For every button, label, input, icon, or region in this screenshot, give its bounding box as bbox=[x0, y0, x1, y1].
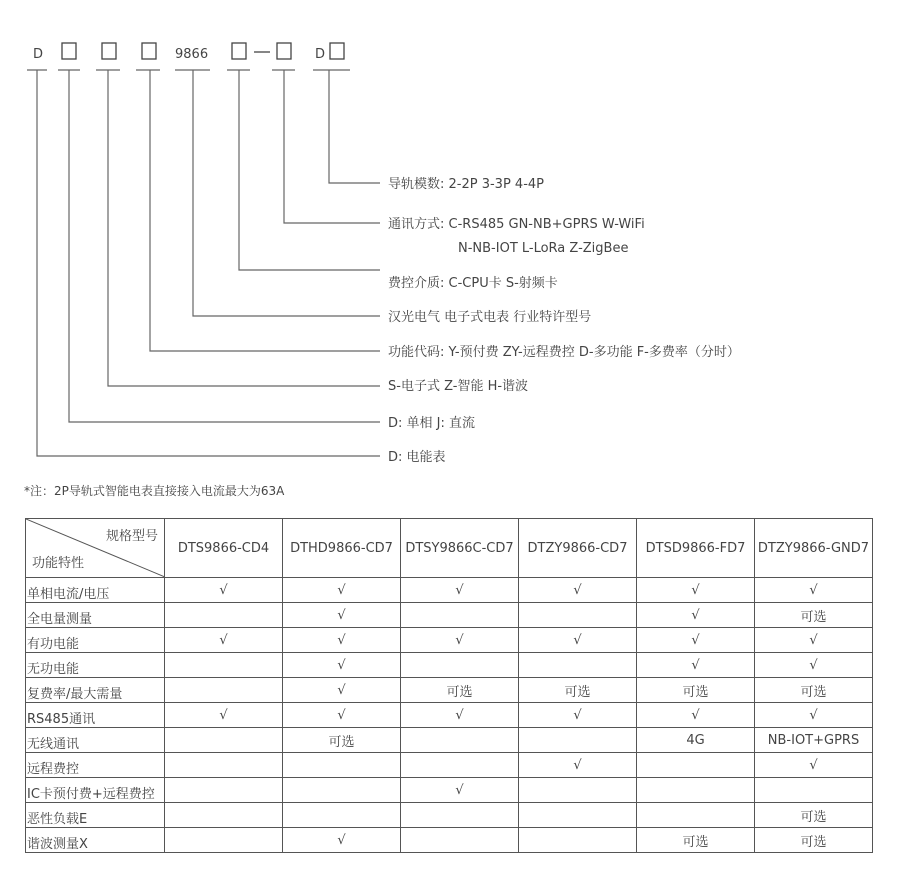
feature-cell: 无线通讯 bbox=[26, 728, 165, 753]
feature-cell: 复费率/最大需量 bbox=[26, 678, 165, 703]
spec-table bbox=[25, 518, 873, 853]
value-cell bbox=[165, 728, 283, 753]
code-letter-d: D bbox=[33, 47, 44, 62]
label-energy-meter: D: 电能表 bbox=[388, 450, 446, 465]
value-cell: 可选 bbox=[637, 678, 755, 703]
value-cell: √ bbox=[283, 678, 401, 703]
value-cell: √ bbox=[519, 628, 637, 653]
value-cell: 可选 bbox=[755, 678, 873, 703]
value-cell: 可选 bbox=[755, 603, 873, 628]
value-cell bbox=[519, 778, 637, 803]
table-row bbox=[26, 578, 873, 603]
value-cell: √ bbox=[165, 628, 283, 653]
feature-cell: 全电量测量 bbox=[26, 603, 165, 628]
table-row bbox=[26, 753, 873, 778]
value-cell: 可选 bbox=[401, 678, 519, 703]
table-row bbox=[26, 778, 873, 803]
value-cell: √ bbox=[401, 703, 519, 728]
feature-cell: 谐波测量X bbox=[26, 828, 165, 853]
model-header: DTS9866-CD4 bbox=[165, 519, 283, 578]
value-cell bbox=[401, 603, 519, 628]
model-header: DTZY9866-GND7 bbox=[755, 519, 873, 578]
feature-cell: 单相电流/电压 bbox=[26, 578, 165, 603]
table-row bbox=[26, 728, 873, 753]
value-cell: √ bbox=[165, 703, 283, 728]
label-fee-medium: 费控介质: C-CPU卡 S-射频卡 bbox=[388, 276, 558, 291]
value-cell bbox=[165, 803, 283, 828]
feature-cell: 恶性负载E bbox=[26, 803, 165, 828]
code-suffix-d: D bbox=[315, 47, 326, 62]
value-cell: √ bbox=[283, 578, 401, 603]
value-cell: √ bbox=[755, 578, 873, 603]
label-comm-mode: 通讯方式: C-RS485 GN-NB+GPRS W-WiFi bbox=[388, 217, 645, 232]
value-cell bbox=[637, 778, 755, 803]
value-cell: √ bbox=[637, 578, 755, 603]
feature-cell: 有功电能 bbox=[26, 628, 165, 653]
label-brand: 汉光电气 电子式电表 行业特许型号 bbox=[388, 310, 592, 325]
value-cell bbox=[283, 753, 401, 778]
value-cell: √ bbox=[755, 628, 873, 653]
table-row bbox=[26, 678, 873, 703]
value-cell bbox=[165, 678, 283, 703]
value-cell: √ bbox=[283, 703, 401, 728]
value-cell bbox=[519, 603, 637, 628]
value-cell bbox=[401, 728, 519, 753]
model-header: DTHD9866-CD7 bbox=[283, 519, 401, 578]
label-rail-module: 导轨模数: 2-2P 3-3P 4-4P bbox=[388, 177, 544, 192]
value-cell: √ bbox=[755, 653, 873, 678]
table-row bbox=[26, 628, 873, 653]
value-cell: 可选 bbox=[637, 828, 755, 853]
value-cell: √ bbox=[283, 653, 401, 678]
corner-top-label: 规格型号 bbox=[105, 529, 158, 544]
value-cell bbox=[519, 728, 637, 753]
code-box-4 bbox=[232, 43, 246, 59]
label-function-code: 功能代码: Y-预付费 ZY-远程费控 D-多功能 F-多费率（分时） bbox=[388, 345, 740, 360]
value-cell bbox=[165, 828, 283, 853]
value-cell bbox=[165, 753, 283, 778]
feature-cell: 无功电能 bbox=[26, 653, 165, 678]
table-header-row bbox=[26, 519, 873, 578]
code-box-5 bbox=[277, 43, 291, 59]
value-cell: √ bbox=[283, 828, 401, 853]
corner-cell bbox=[26, 519, 165, 578]
model-header: DTSD9866-FD7 bbox=[637, 519, 755, 578]
code-box-1 bbox=[62, 43, 76, 59]
value-cell: √ bbox=[519, 753, 637, 778]
label-phase: D: 单相 J: 直流 bbox=[388, 416, 476, 431]
value-cell bbox=[283, 803, 401, 828]
value-cell: 可选 bbox=[519, 678, 637, 703]
value-cell: √ bbox=[401, 628, 519, 653]
value-cell: 4G bbox=[637, 728, 755, 753]
value-cell bbox=[165, 653, 283, 678]
value-cell: √ bbox=[637, 703, 755, 728]
value-cell bbox=[637, 753, 755, 778]
value-cell: 可选 bbox=[755, 828, 873, 853]
value-cell: √ bbox=[519, 578, 637, 603]
footnote: *注：2P导轨式智能电表直接接入电流最大为63A bbox=[24, 484, 285, 498]
code-box-2 bbox=[102, 43, 116, 59]
model-header: DTSY9866C-CD7 bbox=[401, 519, 519, 578]
value-cell: 可选 bbox=[755, 803, 873, 828]
code-box-3 bbox=[142, 43, 156, 59]
value-cell: √ bbox=[637, 653, 755, 678]
value-cell: 可选 bbox=[283, 728, 401, 753]
value-cell: √ bbox=[755, 753, 873, 778]
value-cell: NB-IOT+GPRS bbox=[755, 728, 873, 753]
feature-cell: 远程费控 bbox=[26, 753, 165, 778]
value-cell: √ bbox=[519, 703, 637, 728]
value-cell bbox=[519, 653, 637, 678]
value-cell bbox=[165, 778, 283, 803]
value-cell: √ bbox=[755, 703, 873, 728]
value-cell bbox=[637, 803, 755, 828]
feature-cell: IC卡预付费+远程费控 bbox=[26, 778, 165, 803]
table-row bbox=[26, 703, 873, 728]
label-comm-mode-line2: N-NB-IOT L-LoRa Z-ZigBee bbox=[458, 241, 629, 256]
value-cell: √ bbox=[401, 578, 519, 603]
value-cell: √ bbox=[637, 603, 755, 628]
value-cell bbox=[519, 803, 637, 828]
table-row bbox=[26, 828, 873, 853]
value-cell bbox=[165, 603, 283, 628]
value-cell bbox=[401, 753, 519, 778]
table-row bbox=[26, 603, 873, 628]
value-cell: √ bbox=[283, 603, 401, 628]
value-cell bbox=[283, 778, 401, 803]
value-cell bbox=[401, 828, 519, 853]
corner-bottom-label: 功能特性 bbox=[32, 556, 85, 571]
value-cell: √ bbox=[401, 778, 519, 803]
value-cell bbox=[519, 828, 637, 853]
feature-cell: RS485通讯 bbox=[26, 703, 165, 728]
value-cell: √ bbox=[637, 628, 755, 653]
value-cell bbox=[401, 653, 519, 678]
model-header: DTZY9866-CD7 bbox=[519, 519, 637, 578]
value-cell bbox=[755, 778, 873, 803]
code-box-6 bbox=[330, 43, 344, 59]
leader-lines bbox=[37, 70, 380, 456]
table-row bbox=[26, 803, 873, 828]
table-row bbox=[26, 653, 873, 678]
value-cell: √ bbox=[283, 628, 401, 653]
code-series: 9866 bbox=[175, 47, 209, 62]
value-cell: √ bbox=[165, 578, 283, 603]
value-cell bbox=[401, 803, 519, 828]
label-meter-type: S-电子式 Z-智能 H-谐波 bbox=[388, 379, 529, 394]
